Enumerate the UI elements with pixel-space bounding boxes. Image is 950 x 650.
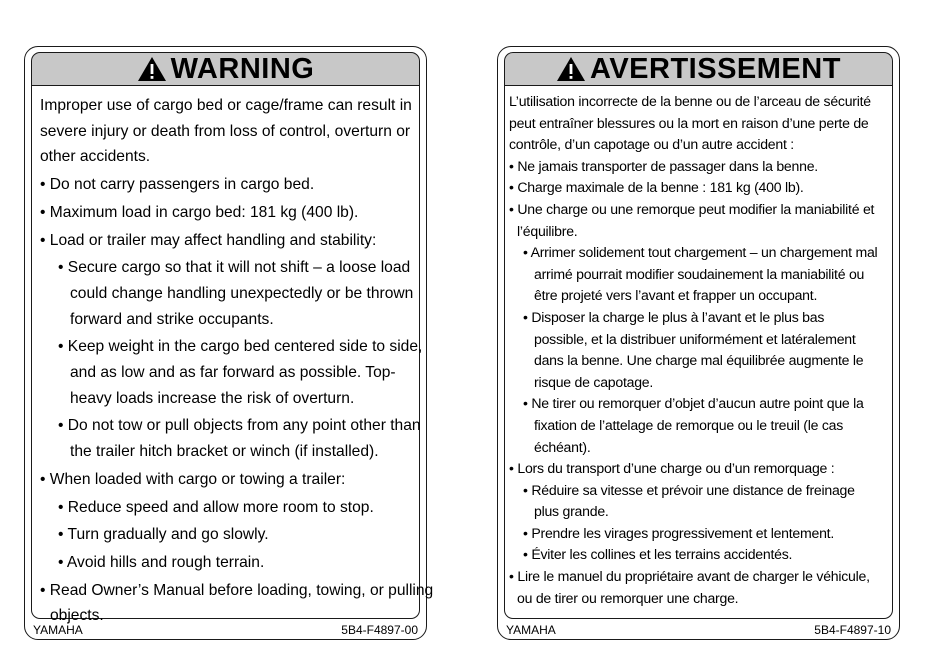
warning-title: AVERTISSEMENT [590, 52, 841, 85]
sub-bullet-item: • Disposer la charge le plus à l’avant et le plus bas [523, 308, 825, 325]
warning-header [31, 52, 420, 86]
sub-bullet-item: • Arrimer solidement tout chargement – un chargement mal [523, 244, 878, 261]
bullet-item: • Ne jamais transporter de passager dans la benne. [509, 157, 818, 174]
text-line: contrôle, d’un capotage ou d’un autre accident : [509, 136, 794, 153]
sub-bullet-item: • Reduce speed and allow more room to stop. [58, 498, 374, 516]
text-line: and as low and as far forward as possible. Top- [70, 364, 396, 382]
text-line: peut entraîner blessures ou la mort en raison d’une perte de [509, 114, 869, 131]
text-line: l’équilibre. [517, 222, 578, 239]
sub-bullet-item: • Do not tow or pull objects from any point other than [58, 417, 421, 435]
warning-label-english [24, 46, 434, 640]
text-line: forward and strike occupants. [70, 310, 274, 328]
text-line: arrimé pourrait modifier soudainement la maniabilité ou [534, 265, 865, 282]
text-line: heavy loads increase the risk of overturn. [70, 389, 355, 407]
text-line: objects. [50, 607, 104, 625]
text-line: fixation de l’attelage de remorque ou le treuil (le cas [534, 416, 844, 433]
warning-title: WARNING [170, 52, 315, 85]
text-line: could change handling unexpectedly or be thrown [70, 284, 414, 302]
text-line: ou de tirer ou remorquer une charge. [517, 589, 739, 606]
bullet-item: • Lire le manuel du propriétaire avant de charger le véhicule, [509, 568, 870, 585]
text-line: severe injury or death from loss of control, overturn or [40, 122, 411, 140]
text-line: other accidents. [40, 148, 151, 166]
text-line: échéant). [534, 438, 591, 455]
label-footer [506, 621, 891, 638]
sub-bullet-item: • Secure cargo so that it will not shift – a loose load [58, 259, 411, 277]
warning-triangle-icon [556, 56, 586, 82]
bullet-item: • Do not carry passengers in cargo bed. [40, 176, 315, 194]
sub-bullet-item: • Keep weight in the cargo bed centered side to side, [58, 338, 423, 356]
text-line: plus grande. [534, 503, 609, 520]
text-line: dans la benne. Une charge mal équilibrée augmente le [534, 352, 864, 369]
sub-bullet-item: • Ne tirer ou remorquer d’objet d’aucun autre point que la [523, 395, 864, 412]
text-line: Improper use of cargo bed or cage/frame can result in [40, 97, 412, 114]
part-number: 5B4-F4897-00 [341, 622, 418, 637]
label-footer [33, 621, 418, 638]
bullet-item: • Charge maximale de la benne : 181 kg (400 lb). [509, 179, 804, 196]
bullet-item: • Lors du transport d’une charge ou d’un remorquage : [509, 460, 835, 477]
part-number: 5B4-F4897-10 [814, 622, 891, 637]
sub-bullet-item: • Éviter les collines et les terrains accidentés. [523, 546, 793, 563]
warning-label-french [497, 46, 900, 640]
text-line: possible, et la distribuer uniformément et latéralement [534, 330, 856, 347]
warning-body [31, 86, 434, 625]
sub-bullet-item: • Réduire sa vitesse et prévoir une distance de freinage [523, 481, 855, 498]
text-line: L’utilisation incorrecte de la benne ou de l’arceau de sécurité [509, 93, 871, 109]
text-line: être projeté vers l’avant et frapper un occupant. [534, 287, 818, 304]
bullet-item: • Une charge ou une remorque peut modifier la maniabilité et [509, 200, 875, 217]
warning-header [504, 52, 893, 86]
warning-body [504, 86, 893, 619]
bullet-item: • Load or trailer may affect handling and stability: [40, 231, 377, 249]
bullet-item: • When loaded with cargo or towing a trailer: [40, 470, 346, 488]
text-line: risque de capotage. [534, 373, 654, 390]
brand-name: YAMAHA [33, 622, 83, 637]
text-line: the trailer hitch bracket or winch (if installed). [70, 443, 379, 461]
bullet-item: • Read Owner’s Manual before loading, towing, or pulling [40, 581, 434, 599]
warning-triangle-icon [137, 56, 167, 82]
sub-bullet-item: • Avoid hills and rough terrain. [58, 553, 265, 571]
bullet-item: • Maximum load in cargo bed: 181 kg (400 lb). [40, 203, 359, 221]
sub-bullet-item: • Turn gradually and go slowly. [58, 526, 269, 544]
brand-name: YAMAHA [506, 622, 556, 637]
sub-bullet-item: • Prendre les virages progressivement et lentement. [523, 524, 835, 541]
